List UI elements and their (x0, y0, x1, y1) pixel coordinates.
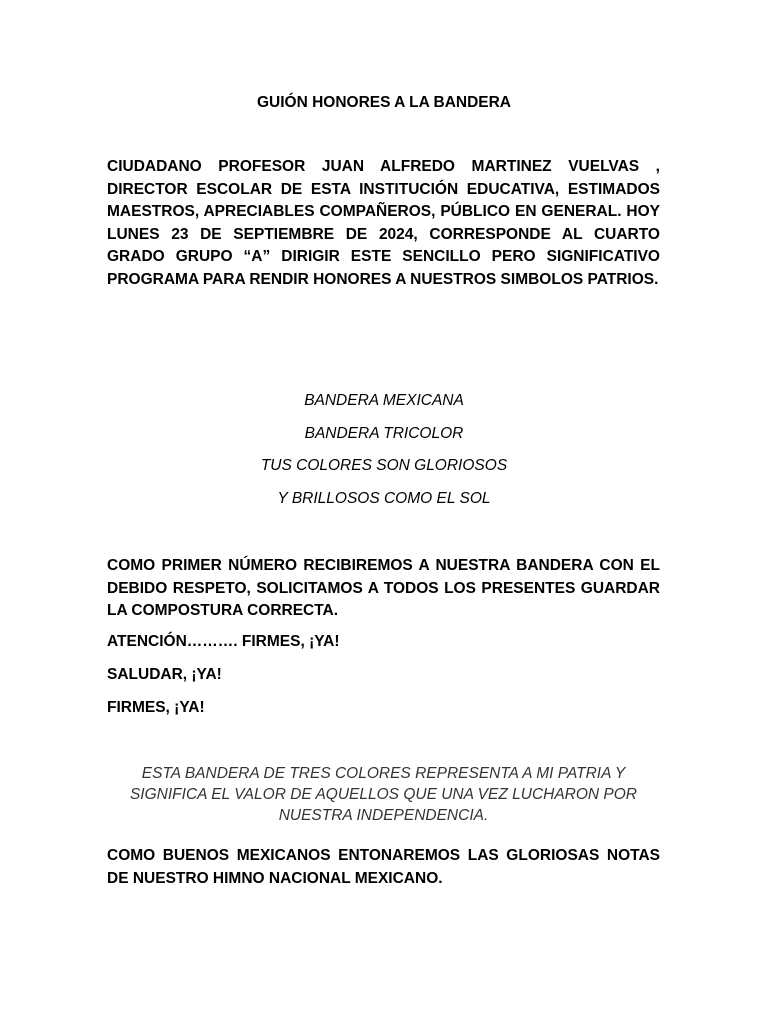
command-firm: FIRMES, ¡YA! (107, 699, 205, 716)
document-title: GUIÓN HONORES A LA BANDERA (256, 94, 512, 111)
anthem-paragraph: COMO BUENOS MEXICANOS ENTONAREMOS LAS GLORIOSAS NOTAS DE NUESTRO HIMNO NACIONAL MEXICANO. (107, 847, 660, 887)
intro-paragraph: CIUDADANO PROFESOR JUAN ALFREDO MARTINEZ VUELVAS , DIRECTOR ESCOLAR DE ESTA INSTITUCIÓN EDUCATIVA, ESTIMADOS MAESTROS, APRECIABLES COMPAÑEROS, PÚBLICO EN GENERAL. HOY LUNES 23 DE SEPTIEMBRE DE 2024, CORRESPONDE AL CUARTO GRADO GRUPO “A” DIRIGIR ESTE SENCILLO PERO SIGNIFICATIVO PROGRAMA PARA RENDIR HONORES A NUESTROS SIMBOLOS PATRIOS. (107, 158, 660, 288)
poem-line-3: TUS COLORES SON GLORIOSOS (260, 457, 508, 474)
poem-line-4: Y BRILLOSOS COMO EL SOL (277, 490, 491, 507)
poem-line-2: BANDERA TRICOLOR (304, 425, 464, 442)
flag-quote: ESTA BANDERA DE TRES COLORES REPRESENTA A MI PATRIA Y SIGNIFICA EL VALOR DE AQUELLOS QUE UNA VEZ LUCHARON POR NUESTRA INDEPENDENCIA. (129, 765, 638, 824)
poem-line-1: BANDERA MEXICANA (304, 392, 464, 409)
command-attention: ATENCIÓN………. FIRMES, ¡YA! (107, 633, 340, 650)
first-number-paragraph: COMO PRIMER NÚMERO RECIBIREMOS A NUESTRA BANDERA CON EL DEBIDO RESPETO, SOLICITAMOS A TODOS LOS PRESENTES GUARDAR LA COMPOSTURA CORRECTA. (107, 557, 660, 620)
command-salute: SALUDAR, ¡YA! (107, 666, 222, 683)
